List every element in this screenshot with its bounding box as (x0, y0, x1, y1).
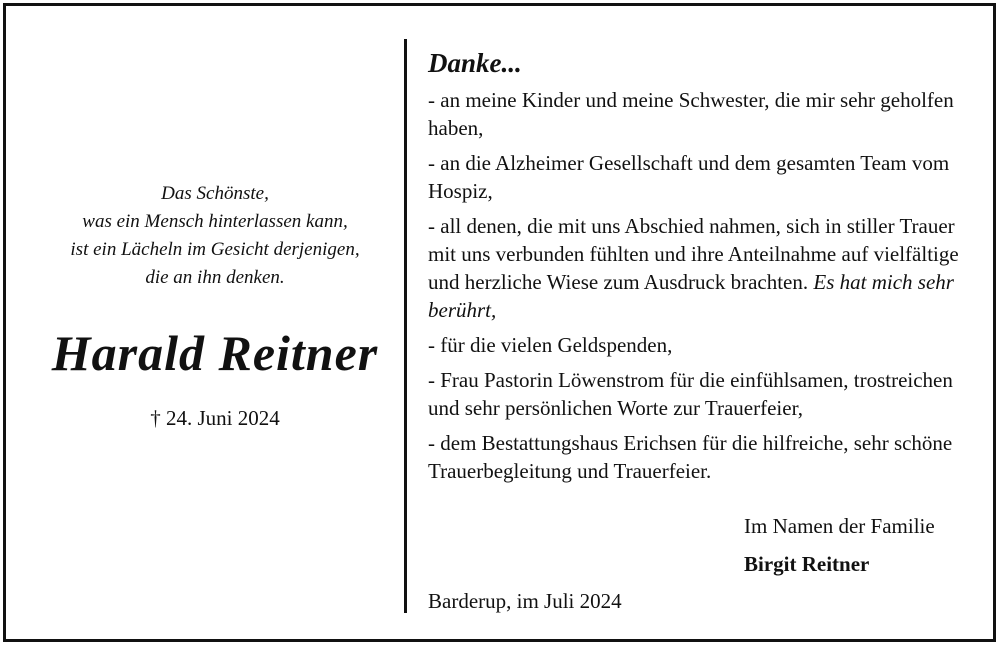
thanks-item-emphasis: Es hat mich sehr berührt, (428, 270, 954, 322)
thanks-item-text: - an meine Kinder und meine Schwester, die mir sehr geholfen haben, (428, 88, 954, 140)
thanks-section (428, 44, 973, 492)
obituary-frame (3, 3, 996, 642)
thanks-item (428, 331, 973, 359)
death-date: † 24. Juni 2024 (150, 406, 280, 430)
quote-line: die an ihn denken. (145, 267, 285, 288)
quote-line: Das Schönste, (161, 183, 269, 204)
thanks-item-text: - dem Bestattungshaus Erichsen für die hilfreiche, sehr schöne Trauerbegleitung und Trauerfeier. (428, 431, 953, 483)
quote-line: was ein Mensch hinterlassen kann, (82, 211, 348, 232)
signature-intro: Im Namen der Familie (744, 514, 935, 538)
signature-block (744, 512, 935, 578)
place-date: Barderup, im Juli 2024 (428, 589, 622, 613)
signature-name: Birgit Reitner (744, 552, 870, 576)
thanks-item (428, 149, 973, 205)
thanks-item-text: - an die Alzheimer Gesellschaft und dem gesamten Team vom Hospiz, (428, 151, 950, 203)
vertical-divider (404, 39, 407, 613)
thanks-item-text: - für die vielen Geldspenden, (428, 333, 673, 357)
quote-line: ist ein Lächeln im Gesicht derjenigen, (70, 239, 360, 260)
thanks-item-text: - all denen, die mit uns Abschied nahmen, sich in stiller Trauer mit uns verbunden fühlten und ihre Anteilnahme auf vielfältige und herzliche Wiese zum Ausdruck brachten. (428, 214, 959, 294)
thanks-item (428, 212, 973, 324)
thanks-item (428, 86, 973, 142)
memorial-quote (6, 180, 424, 292)
thanks-item-text: - Frau Pastorin Löwenstrom für die einfühlsamen, trostreichen und sehr persönlichen Worte zur Trauerfeier, (428, 368, 953, 420)
thanks-list (428, 86, 973, 485)
deceased-name: Harald Reitner (51, 325, 379, 381)
thanks-item (428, 429, 973, 485)
thanks-item (428, 366, 973, 422)
thanks-heading: Danke... (428, 48, 522, 78)
